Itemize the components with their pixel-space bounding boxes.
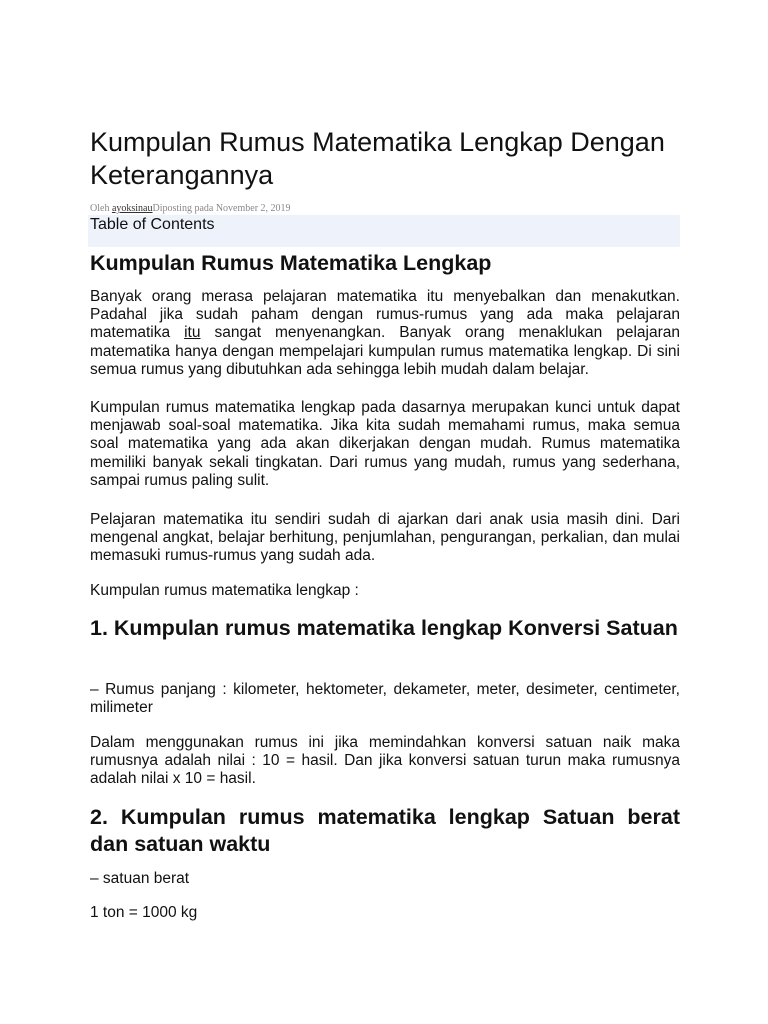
article-title: Kumpulan Rumus Matematika Lengkap Dengan Keterangannya — [90, 127, 665, 190]
posted-label: Diposting pada — [152, 203, 216, 214]
heading-satuan-berat: 2. Kumpulan rumus matematika lengkap Satuan berat dan satuan waktu — [90, 805, 680, 856]
paragraph-2: Kumpulan rumus matematika lengkap pada dasarnya merupakan kunci untuk dapat menjawab soal-soal matematika. Jika kita sudah memahami rumus, maka semua soal matematika yang ada akan dikerjakan dengan mudah. Rumus matematika memiliki banyak sekali tingkatan. Dari rumus yang mudah, rumus yang sederhana, sampai rumus paling sulit. — [90, 399, 680, 489]
toc-label[interactable]: Table of Contents — [90, 216, 215, 233]
paragraph-1 — [90, 288, 680, 379]
paragraph-1-text-a: Banyak orang merasa pelajaran matematika itu menyebalkan dan menakutkan. Padahal jika sudah paham dengan rumus-rumus yang ada maka pelajaran matematika — [90, 288, 680, 342]
paragraph-4: Kumpulan rumus matematika lengkap : — [90, 582, 359, 599]
table-of-contents[interactable] — [88, 215, 680, 247]
post-meta — [90, 203, 291, 214]
post-date: November 2, 2019 — [215, 203, 291, 214]
paragraph-5: – Rumus panjang : kilometer, hektometer, dekameter, meter, desimeter, centimeter, milimeter — [90, 681, 680, 717]
inline-link-itu[interactable]: itu — [184, 324, 201, 342]
paragraph-3: Pelajaran matematika itu sendiri sudah di ajarkan dari anak usia masih dini. Dari mengenal angkat, belajar berhitung, penjumlahan, pengurangan, perkalian, dan mulai memasuki rumus-rumus yang sudah ada. — [90, 511, 680, 565]
paragraph-6: Dalam menggunakan rumus ini jika memindahkan konversi satuan naik maka rumusnya adalah nilai : 10 = hasil. Dan jika konversi satuan turun maka rumusnya adalah nilai x 10 = hasil. — [90, 734, 680, 788]
paragraph-1-text-b: sangat menyenangkan. Banyak orang menaklukan pelajaran matematika hanya dengan mempelajari kumpulan rumus matematika lengkap. Di sini semua rumus yang dibutuhkan ada sehingga lebih mudah dalam belajar. — [90, 324, 680, 378]
paragraph-8: 1 ton = 1000 kg — [90, 904, 198, 921]
author-link[interactable]: ayoksinau — [111, 203, 153, 214]
by-label: Oleh — [90, 203, 112, 214]
paragraph-7: – satuan berat — [90, 870, 190, 887]
section-heading: Kumpulan Rumus Matematika Lengkap — [90, 251, 492, 275]
heading-konversi-satuan: 1. Kumpulan rumus matematika lengkap Konversi Satuan — [90, 616, 678, 640]
